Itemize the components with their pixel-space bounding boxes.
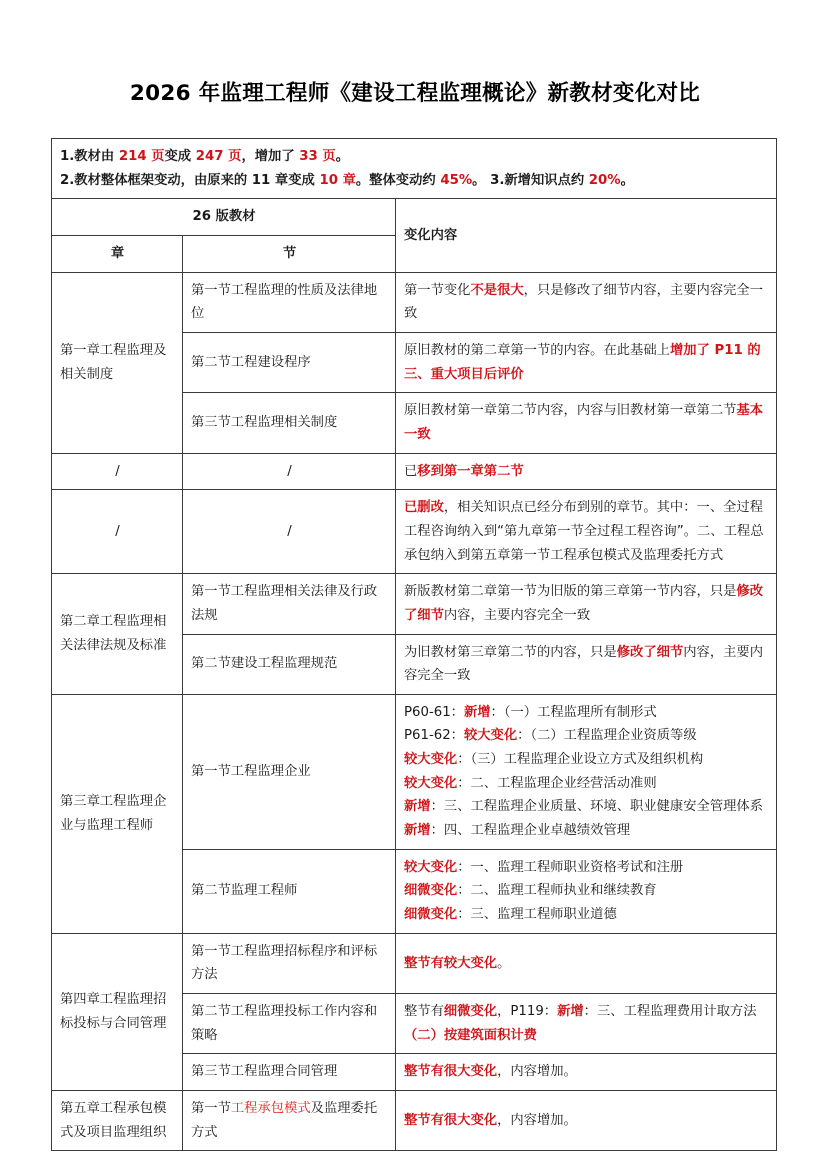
- table-row: [52, 272, 777, 332]
- change-run: 新增: [404, 799, 431, 815]
- change-run: 内容，主要内容完全一致: [404, 644, 764, 684]
- cell-section: 第二节监理工程师: [183, 849, 396, 933]
- change-run: ，P119：: [497, 1004, 558, 1020]
- cell-chapter: 第四章工程监理招标投标与合同管理: [52, 933, 183, 1090]
- cell-section: 第一节工程监理的性质及法律地位: [183, 272, 396, 332]
- change-run: ：二、工程监理企业经营活动准则: [457, 775, 657, 791]
- change-run: 整节有很大变化: [404, 1112, 498, 1128]
- header-change-content: 变化内容: [396, 199, 777, 272]
- cell-change-content: [396, 332, 777, 392]
- change-run: ，相关知识点已经分布到别的章节。其中：一、全过程工程咨询纳入到“第九章第一节全过程工程咨询”。二、工程总承包纳入到第五章第一节工程承包模式及监理委托方式: [404, 500, 764, 563]
- cell-change-content: [396, 1091, 777, 1151]
- change-run: 已: [404, 463, 418, 479]
- change-run: ：三、工程监理企业质量、环境、职业健康安全管理体系: [430, 799, 764, 815]
- cell-change-content: [396, 994, 777, 1054]
- table-row: [52, 490, 777, 574]
- summary-line-1: [60, 149, 349, 164]
- change-run: 细微变化: [443, 1004, 498, 1020]
- cell-change-content: [396, 849, 777, 933]
- change-line: [404, 724, 769, 748]
- summary-text: 1.教材由: [60, 149, 119, 164]
- change-line: [404, 772, 769, 796]
- cell-change-content: [396, 933, 777, 993]
- summary-highlight: 45%: [440, 172, 473, 188]
- cell-section-run: 第一节: [191, 1101, 231, 1116]
- change-run: 整节有较大变化: [404, 955, 498, 971]
- change-line: [404, 879, 769, 903]
- header-chapter: 章: [52, 235, 183, 272]
- change-run: ，内容增加。: [497, 1064, 577, 1080]
- change-run: ，只是修改了细节内容，主要内容完全一致: [404, 282, 764, 322]
- change-run: P61-62：: [404, 728, 464, 744]
- change-run: 新版教材第二章第一节为旧版的第三章第一节内容，只是: [404, 584, 737, 600]
- summary-highlight: 33 页: [299, 149, 336, 164]
- change-run: 。: [497, 955, 511, 971]
- change-run: ，内容增加。: [497, 1112, 577, 1128]
- table-row: [52, 694, 777, 849]
- cell-change-content: [396, 694, 777, 849]
- summary-text: 3.新增知识点约: [490, 172, 589, 188]
- change-run: 整节有: [404, 1004, 444, 1020]
- change-line: [404, 795, 769, 819]
- change-run: 较大变化: [404, 775, 458, 791]
- comparison-table: [51, 138, 777, 1151]
- change-run: 第一节变化: [404, 282, 471, 298]
- header-section: 节: [183, 235, 396, 272]
- change-run: 移到第一章第二节: [417, 463, 524, 479]
- change-run: 较大变化: [463, 728, 518, 744]
- cell-chapter: 第五章工程承包模式及项目监理组织: [52, 1091, 183, 1151]
- change-line: [404, 748, 769, 772]
- summary-highlight: 247 页: [195, 149, 242, 164]
- change-run: 原旧教材的第二章第一节的内容。在此基础上: [404, 342, 670, 358]
- change-run: P60-61：: [404, 704, 464, 720]
- cell-chapter: 第一章工程监理及相关制度: [52, 272, 183, 453]
- change-run: ：四、工程监理企业卓越绩效管理: [430, 823, 631, 839]
- change-run: 内容，主要内容完全一致: [443, 607, 591, 623]
- change-line: [404, 701, 769, 725]
- change-run: 较大变化: [404, 752, 458, 768]
- change-run: ：三、监理工程师职业道德: [457, 907, 617, 923]
- cell-chapter: /: [52, 490, 183, 574]
- cell-chapter: 第三章工程监理企业与监理工程师: [52, 694, 183, 933]
- change-run: 较大变化: [404, 859, 458, 875]
- change-run: ：一、监理工程师职业资格考试和注册: [457, 859, 684, 875]
- summary-row: [52, 139, 777, 199]
- change-run: 细微变化: [404, 883, 458, 899]
- change-run: 新增: [557, 1004, 584, 1020]
- summary-highlight: 10 章: [319, 172, 356, 188]
- summary-text: 。: [335, 149, 349, 164]
- change-run: ：二、监理工程师执业和继续教育: [457, 883, 657, 899]
- document-body: [51, 138, 776, 1151]
- cell-change-content: [396, 1054, 777, 1091]
- summary-text: 。整体变动约: [355, 172, 441, 188]
- cell-change-content: [396, 393, 777, 453]
- cell-section: 第二节工程建设程序: [183, 332, 396, 392]
- page-title: 2026 年监理工程师《建设工程监理概论》新教材变化对比: [129, 81, 701, 106]
- summary-cell: [52, 139, 777, 199]
- table-row: [52, 933, 777, 993]
- cell-section: 第一节工程监理企业: [183, 694, 396, 849]
- change-line: [404, 819, 769, 843]
- summary-text: 变成: [164, 149, 196, 164]
- cell-change-content: [396, 453, 777, 490]
- cell-change-content: [396, 634, 777, 694]
- cell-section-run: 及监理委托方式: [191, 1101, 378, 1140]
- change-run: 整节有很大变化: [404, 1064, 498, 1080]
- cell-section: /: [183, 490, 396, 574]
- change-run: 不是很大: [470, 282, 524, 298]
- change-line: [404, 903, 769, 927]
- change-run: 为旧教材第三章第二节的内容，只是: [404, 644, 617, 660]
- change-run: ：（二）工程监理企业资质等级: [517, 728, 697, 744]
- table-row: [52, 1091, 777, 1151]
- summary-highlight: 214 页: [118, 149, 165, 164]
- cell-change-content: [396, 490, 777, 574]
- cell-section: 第一节工程监理相关法律及行政法规: [183, 574, 396, 634]
- header-textbook-group: 26 版教材: [52, 199, 396, 236]
- cell-section: 第三节工程监理合同管理: [183, 1054, 396, 1091]
- summary-line-2: [60, 173, 485, 188]
- change-run: 原旧教材第一章第二节内容，内容与旧教材第一章第二节: [404, 403, 737, 419]
- summary-text: 2.教材整体框架变动，由原来的 11 章变成: [60, 172, 320, 188]
- cell-section: /: [183, 453, 396, 490]
- cell-section: 第二节建设工程监理规范: [183, 634, 396, 694]
- table-row: [52, 574, 777, 634]
- summary-highlight: 20%: [588, 172, 621, 188]
- change-run: ：三、工程监理费用计取方法: [583, 1004, 757, 1020]
- cell-section: 第一节工程监理招标程序和评标方法: [183, 933, 396, 993]
- table-header-row-1: [52, 199, 777, 236]
- change-run: ：（一）工程监理所有制形式: [490, 704, 657, 720]
- change-run: 修改了细节: [616, 644, 684, 660]
- change-run: 修改了细节: [404, 584, 764, 623]
- change-line: [404, 856, 769, 880]
- table-body: [52, 139, 777, 1151]
- change-run: ：（三）工程监理企业设立方式及组织机构: [457, 752, 704, 768]
- change-run: 新增: [404, 823, 431, 839]
- cell-change-content: [396, 272, 777, 332]
- change-run: （二）按建筑面积计费: [404, 1027, 537, 1043]
- table-row: [52, 453, 777, 490]
- summary-text: 。: [472, 172, 486, 188]
- cell-section: [183, 1091, 396, 1151]
- summary-text: 。: [620, 172, 634, 188]
- change-run: 新增: [463, 704, 491, 720]
- summary-text: ，增加了: [241, 149, 300, 164]
- change-run: 增加了 P11 的三、重大项目后评价: [404, 342, 761, 382]
- cell-chapter: 第二章工程监理相关法律法规及标准: [52, 574, 183, 695]
- cell-section: 第二节工程监理投标工作内容和策略: [183, 994, 396, 1054]
- cell-section: 第三节工程监理相关制度: [183, 393, 396, 453]
- cell-change-content: [396, 574, 777, 634]
- cell-section-run: 工程承包模式: [230, 1101, 311, 1116]
- cell-chapter: /: [52, 453, 183, 490]
- summary-line-3: [490, 173, 634, 188]
- change-run: 基本一致: [404, 403, 764, 442]
- change-run: 细微变化: [404, 907, 458, 923]
- change-run: 已删改: [404, 500, 444, 516]
